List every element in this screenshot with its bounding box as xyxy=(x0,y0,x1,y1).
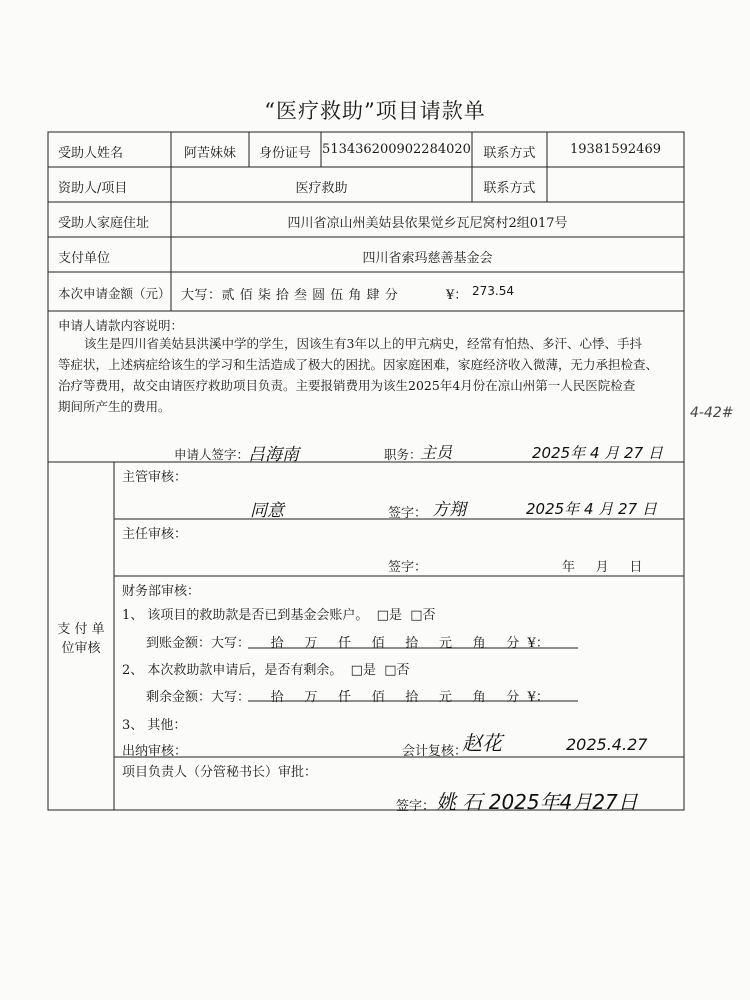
position-signature: 主员 xyxy=(420,443,453,462)
review-side-label xyxy=(48,620,114,658)
sponsor-project-value: 医疗救助 xyxy=(295,181,348,196)
remaining-amount-row: 剩余金额：大写： 拾 万 仟 佰 拾 元 角 分 ¥： xyxy=(146,690,549,705)
sponsor-contact-label: 联系方式 xyxy=(483,181,536,196)
supervisor-opinion: 同意 xyxy=(250,501,284,521)
amount-value: 273.54 xyxy=(472,284,514,298)
id-number-label: 身份证号 xyxy=(258,146,311,161)
page-title: “医疗救助”项目请款单 xyxy=(264,99,486,123)
sponsor-project-label: 资助人/项目 xyxy=(58,181,128,196)
finance-question-3: 3、 其他： xyxy=(122,718,187,733)
supervisor-signature: 方翔 xyxy=(432,500,466,520)
margin-note: 4-42# xyxy=(690,405,734,421)
supervisor-sign-label: 签字： xyxy=(388,506,428,521)
accountant-date: 2025.4.27 xyxy=(566,735,648,754)
application-line-1: 该生是四川省美姑县洪溪中学的学生，因该生有3年以上的甲亢病史，经常有怕热、多汗、心悸、手抖 xyxy=(84,336,642,351)
director-review-label: 主任审核： xyxy=(122,527,188,542)
finance-question-2: 2、 本次救助款申请后，是否有剩余。 □是 □否 xyxy=(122,663,410,678)
position-label: 职务： xyxy=(384,447,422,462)
review-side-label-line-2: 位审核 xyxy=(61,641,101,656)
application-line-2: 等症状，上述病症给该生的学习和生活造成了极大的困扰。因家庭困难，家庭经济收入微薄，无力承担检查、 xyxy=(58,357,659,372)
director-sign-label: 签字： xyxy=(388,560,428,575)
project-manager-signature: 姚 石 2025年4月27日 xyxy=(436,790,638,814)
application-date: 2025年 4 月 27 日 xyxy=(532,444,663,462)
application-heading: 申请人请款内容说明： xyxy=(58,318,184,333)
id-number-value: 513436200902284020 xyxy=(322,142,471,157)
recipient-name-value: 阿苦妹妹 xyxy=(183,146,236,161)
project-manager-sign-label: 签字： xyxy=(396,799,436,814)
accountant-signature: 赵花 xyxy=(462,731,502,755)
finance-review-label: 财务部审核： xyxy=(122,584,201,599)
accountant-review-label: 会计复核： xyxy=(402,744,468,759)
recipient-name-label: 受助人姓名 xyxy=(58,146,124,161)
finance-question-1: 1、 该项目的救助款是否已到基金会账户。 □是 □否 xyxy=(122,608,436,623)
home-address-label: 受助人家庭住址 xyxy=(58,216,150,231)
received-amount-row: 到账金额：大写： 拾 万 仟 佰 拾 元 角 分 ¥： xyxy=(146,636,549,651)
amount-in-words: 大写：贰 佰 柒 拾 叁 圆 伍 角 肆 分 xyxy=(181,288,399,303)
contact-label: 联系方式 xyxy=(483,146,536,161)
supervisor-date: 2025年 4 月 27 日 xyxy=(526,500,657,518)
project-manager-label: 项目负责人（分管秘书长）审批： xyxy=(122,765,318,780)
application-line-4: 期间所产生的费用。 xyxy=(58,399,171,414)
supervisor-review-label: 主管审核： xyxy=(122,470,188,485)
payer-value: 四川省索玛慈善基金会 xyxy=(362,251,493,266)
amount-label: 本次申请金额（元） xyxy=(58,286,171,301)
contact-value: 19381592469 xyxy=(570,142,661,157)
application-line-3: 治疗等费用，故交由请医疗救助项目负责。主要报销费用为该生2025年4月份在凉山州第一人民医院检查 xyxy=(58,378,636,393)
director-date: 年 月 日 xyxy=(562,560,643,575)
cashier-review-label: 出纳审核： xyxy=(122,744,188,759)
applicant-sign-label: 申请人签字： xyxy=(174,447,250,462)
amount-symbol: ¥： xyxy=(446,288,468,303)
applicant-signature: 吕海南 xyxy=(248,445,299,465)
home-address-value: 四川省凉山州美姑县依果觉乡瓦尼窝村2组017号 xyxy=(287,216,568,231)
payer-label: 支付单位 xyxy=(58,251,111,266)
review-side-label-line-1: 支 付 单 xyxy=(57,622,105,637)
